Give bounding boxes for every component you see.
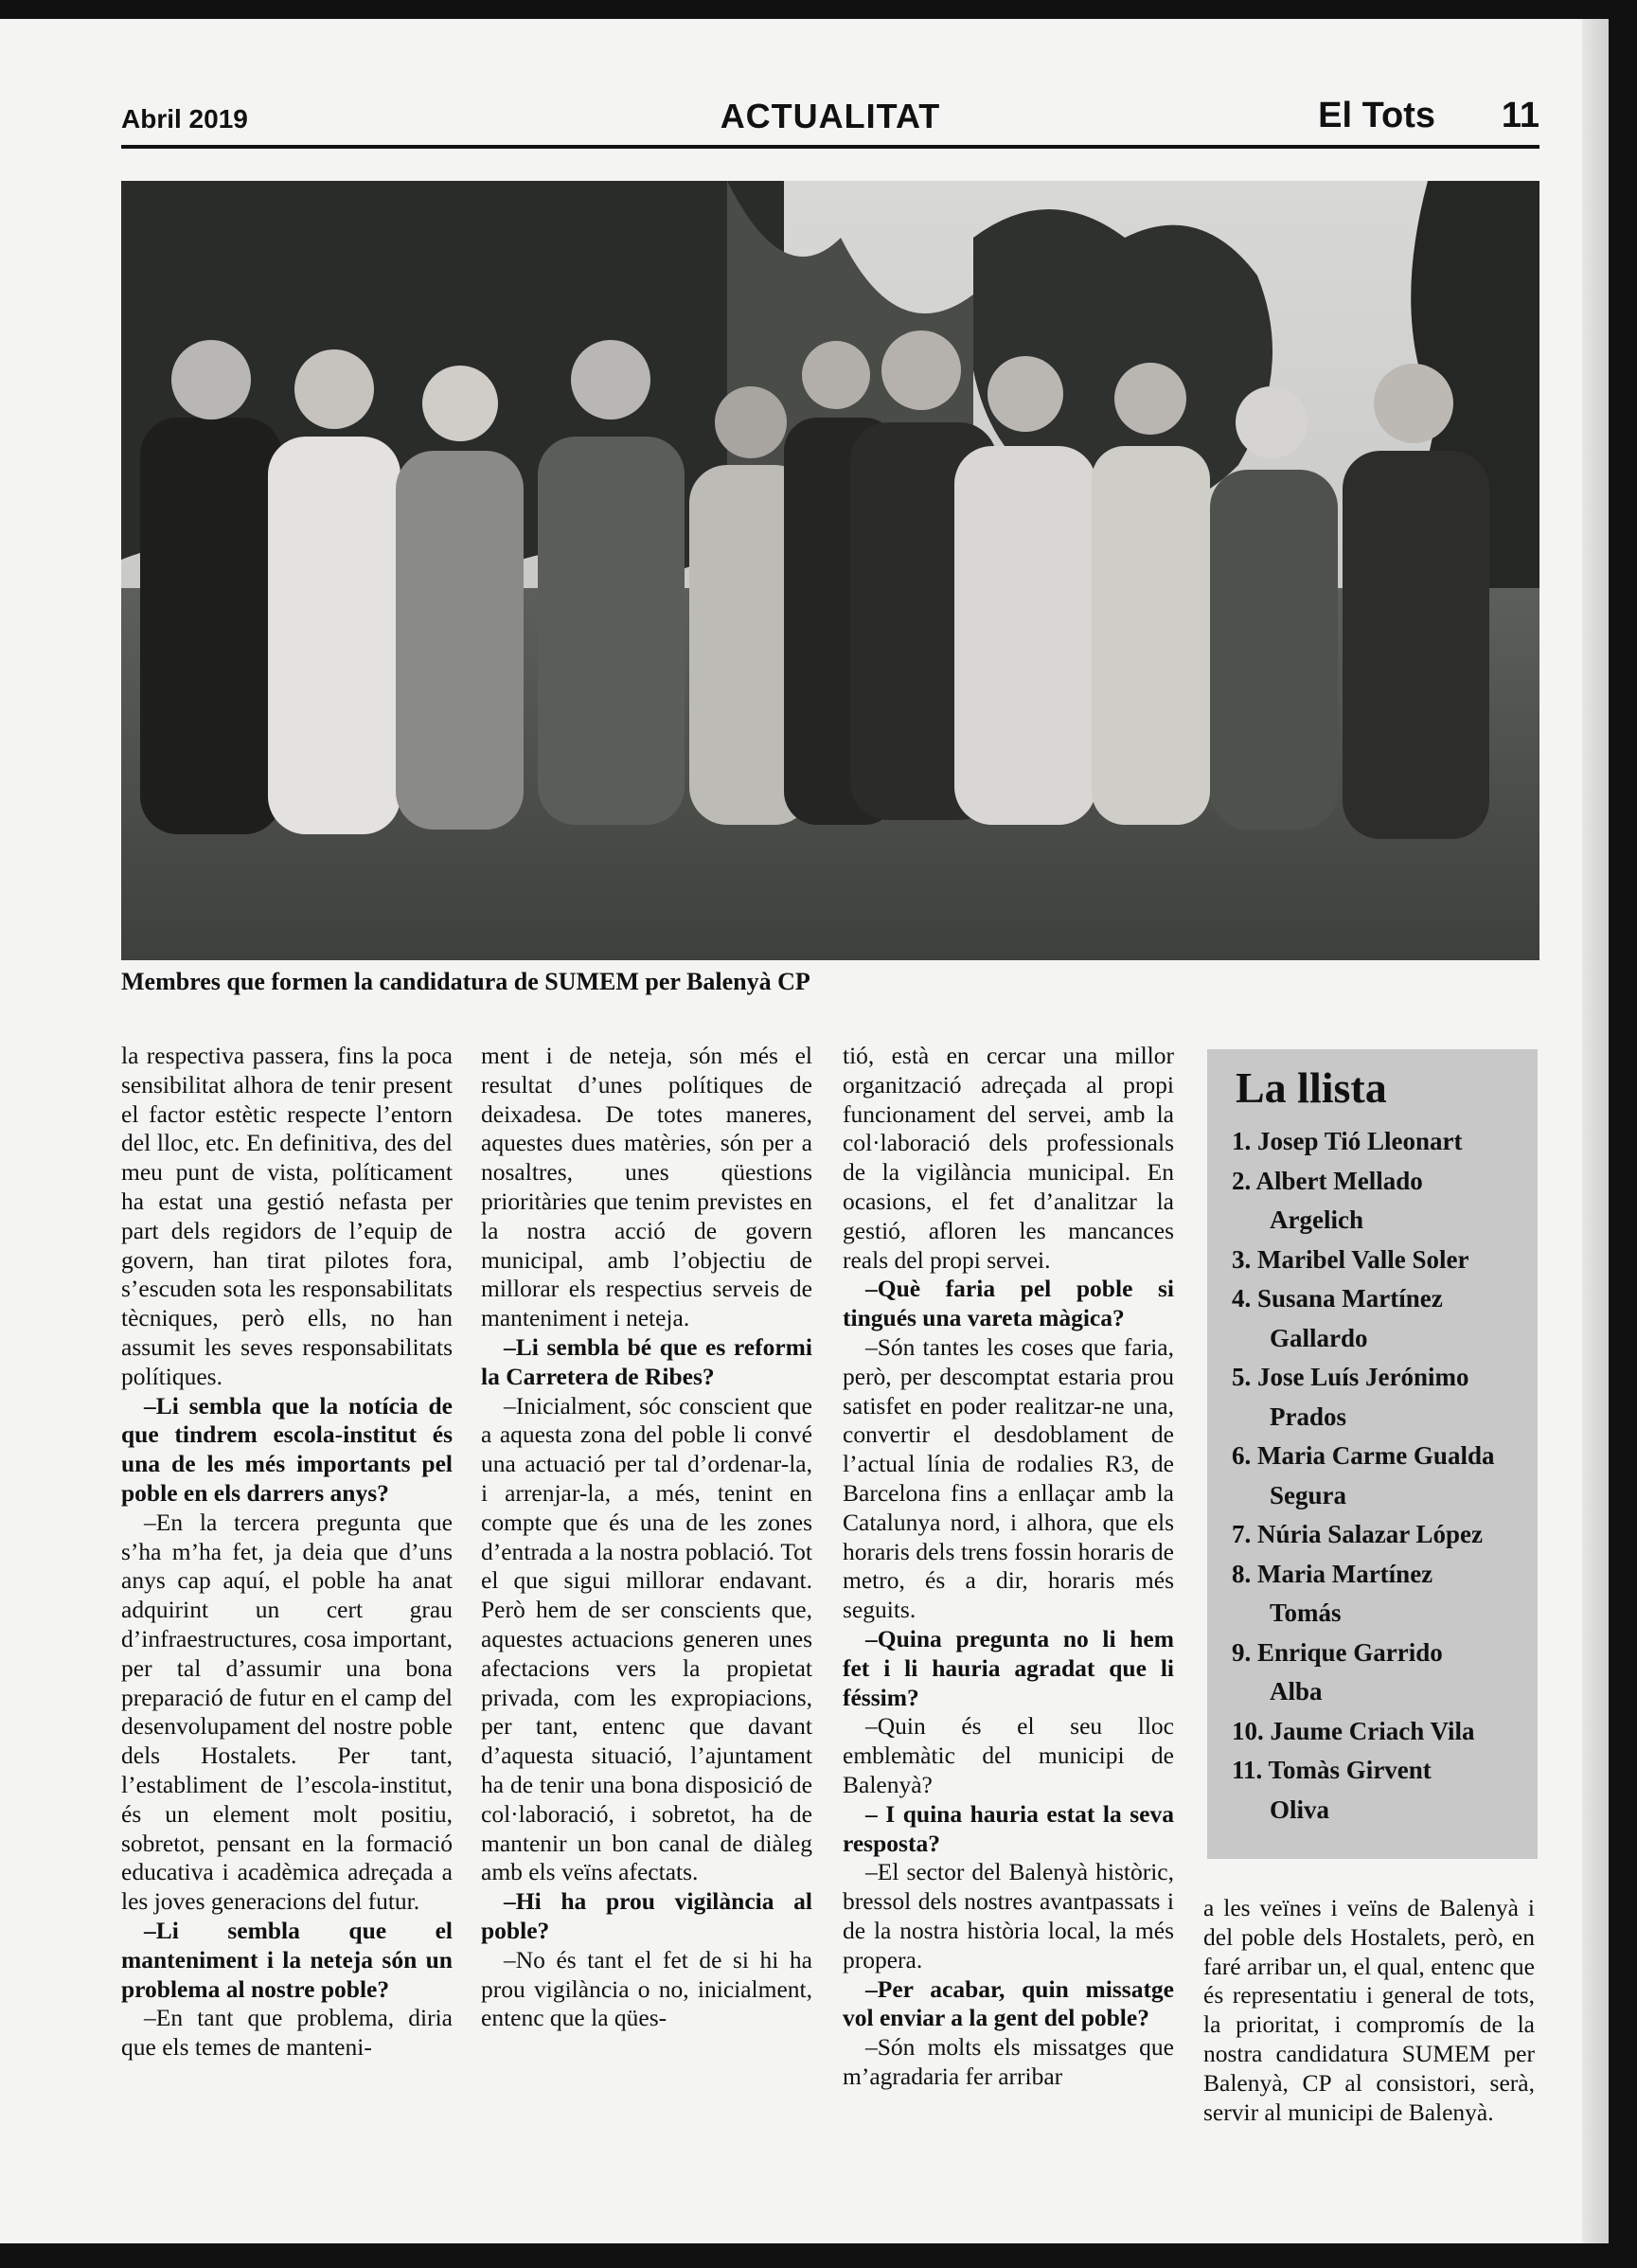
interview-answer: –Quin és el seu lloc emblemàtic del municipi de Balenyà? [843,1712,1174,1798]
list-item: 8. Maria Martínez Tomás [1232,1559,1433,1627]
paragraph: ment i de neteja, són més el resultat d’unes polítiques de deixadesa. De totes maneres, aquestes dues matèries, són per a nosaltres, unes qüestions prioritàries que tenim previstes en la nostra acció de govern municipal, amb l’objectiu de millorar els respectius serveis de manteniment i neteja. [481,1042,812,1332]
list-item: 4. Susana Martínez Gallardo [1232,1284,1443,1352]
page-header [121,91,1539,146]
group-photo-illustration [121,181,1539,960]
interview-answer: –El sector del Balenyà històric, bressol dels nostres avantpassats i de la nostra història local, la més propera. [843,1858,1174,1973]
interview-question: –Hi ha prou vigilància al poble? [481,1887,812,1944]
article-column-2 [481,1042,812,2033]
issue-date: Abril 2019 [121,104,248,134]
group-photo [121,181,1539,960]
scan-border-top [0,0,1637,19]
list-item: 9. Enrique Garrido Alba [1232,1637,1443,1705]
paragraph: tió, està en cercar una millor organització adreçada al propi funcionament del servei, amb la col·laboració dels professionals de la vigilància municipal. En ocasions, el fet d’analitzar la gestió, afloren les mancances reals del propi servei. [843,1042,1174,1274]
list-item: 5. Jose Luís Jerónimo Prados [1232,1363,1469,1431]
article-column-4 [1203,1894,1535,2127]
interview-answer: –En tant que problema, diria que els temes de manteni- [121,2004,453,2062]
interview-answer: –Inicialment, sóc conscient que a aquesta zona del poble li convé una actuació per tal d’ordenar-la, i arrenjar-la, a més, tenint en compte que és una de les zones d’entrada a la nostra població. Tot el que sigui millorar endavant. Però hem de ser conscients que, aquestes actuacions generen unes afectacions vers la propietat privada, com les expropiacions, per tant, entenc que davant d’aquesta situació, l’ajuntament ha de tenir una bona disposició de col·laboració, i sobretot, ha de mantenir un bon canal de diàleg amb els veïns afectats. [481,1391,812,1886]
page-number: 11 [1501,96,1539,135]
interview-answer: –En la tercera pregunta que s’ha m’ha fet, ja deia que d’uns anys cap aquí, el poble ha anat adquirint un cert grau d’infraestructures, cosa important, per tal d’assumir una bona preparació de futur en el camp del desenvolupament del nostre poble dels Hostalets. Per tant, l’establiment de l’escola-institut, és un element molt positiu, sobretot, pensant en la formació educativa i acadèmica adreçada a les joves generacions del futur. [121,1508,453,1916]
page-edge-shadow [1582,19,1609,2243]
interview-question: –Quina pregunta no li hem fet i li hauria agradat que li féssim? [843,1624,1174,1711]
interview-question: –Què faria pel poble si tingués una vareta màgica? [843,1275,1174,1332]
article-column-3 [843,1042,1174,2092]
interview-question: –Per acabar, quin missatge vol enviar a la gent del poble? [843,1974,1174,2032]
list-item: 3. Maribel Valle Soler [1232,1244,1469,1274]
interview-question: –Li sembla que el manteniment i la neteja són un problema al nostre poble? [121,1916,453,2003]
interview-answer: –No és tant el fet de si hi ha prou vigilància o no, inicialment, entenc que la qües- [481,1945,812,2032]
article-column-1 [121,1042,453,2063]
interview-question: –Li sembla que la notícia de que tindrem escola-institut és una de les més importants pel poble en els darrers anys? [121,1391,453,1507]
interview-question: – I quina hauria estat la seva resposta? [843,1799,1174,1857]
interview-answer: –Són molts els missatges que m’agradaria fer arribar [843,2033,1174,2090]
list-item: 10. Jaume Criach Vila [1232,1716,1475,1745]
candidate-list [1207,1122,1538,1830]
list-item: 11. Tomàs Girvent Oliva [1232,1756,1432,1824]
list-item: 6. Maria Carme Gualda Segura [1232,1441,1495,1509]
section-title: ACTUALITAT [720,97,941,135]
paragraph: a les veïnes i veïns de Balenyà i del poble dels Hostalets, però, en faré arribar un, el qual, entenc que és representatiu i general de tots, la prioritat, i compromís de la nostra candidatura SUMEM per Balenyà, CP al consistori, serà, servir al municipi de Balenyà. [1203,1894,1535,2126]
interview-question: –Li sembla bé que es reformi la Carretera de Ribes? [481,1332,812,1390]
paragraph: la respectiva passera, fins la poca sensibilitat alhora de tenir present el factor estètic respecte l’entorn del lloc, etc. En definitiva, des del meu punt de vista, políticament ha estat una gestió nefasta per part dels regidors de l’equip de govern, han tirat pilotes fora, s’escuden sota les responsabilitats tècniques, però ells, no han assumit les seves responsabilitats polítiques. [121,1042,453,1390]
interview-answer: –Són tantes les coses que faria, però, per descomptat estaria prou satisfet en poder realitzar-ne una, convertir el desdoblament de l’actual línia de rodalies R3, de Barcelona fins a enllaçar amb la Catalunya nord, i alhora, que els horaris dels trens fossin horaris de metro, és a dir, horaris més seguits. [843,1332,1174,1624]
list-item: 7. Núria Salazar López [1232,1520,1483,1548]
list-item: 1. Josep Tió Lleonart [1232,1127,1463,1155]
photo-caption: Membres que formen la candidatura de SUMEM per Balenyà CP [121,968,810,995]
candidate-list-box [1207,1049,1538,1859]
scan-border-right [1609,0,1637,2268]
publication-name: El Tots [1318,96,1435,135]
scan-border-bottom [0,2243,1637,2268]
candidate-list-title: La llista [1236,1063,1387,1112]
header-rule [121,145,1539,149]
list-item: 2. Albert Mellado Argelich [1232,1166,1423,1234]
